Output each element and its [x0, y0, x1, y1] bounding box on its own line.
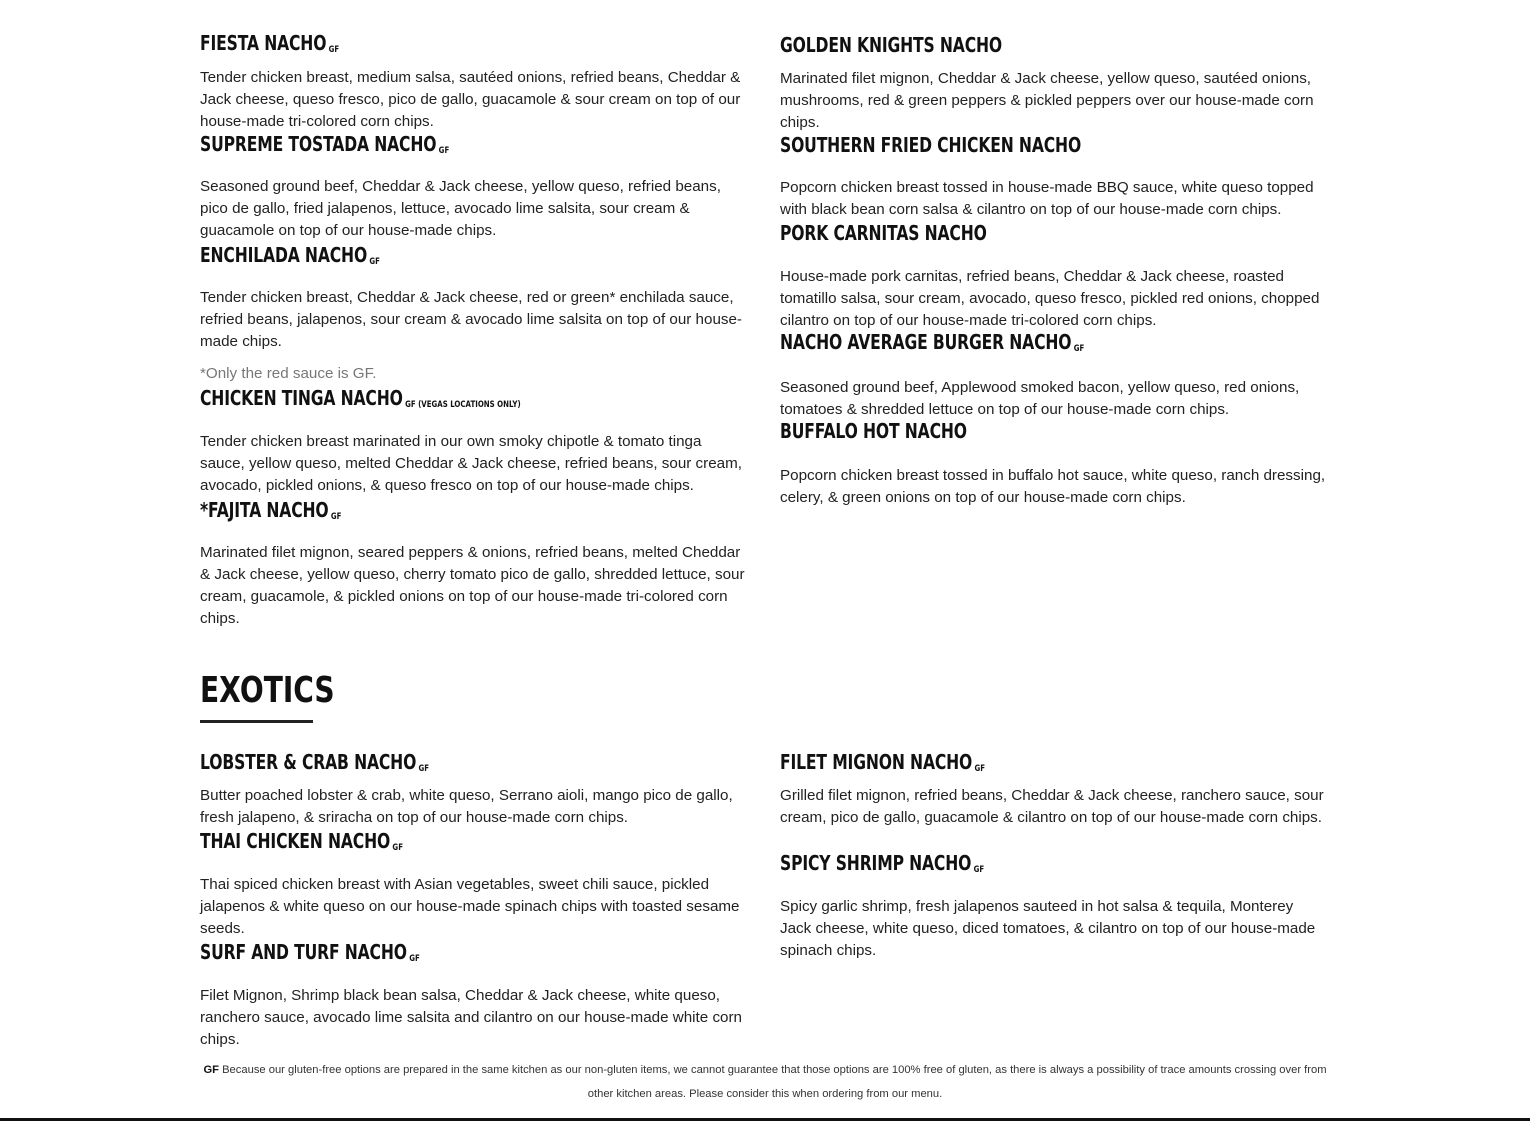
menu-item-thai-chicken-nacho	[200, 828, 748, 940]
item-description: Seasoned ground beef, Cheddar & Jack cheese, yellow queso, refried beans, pico de gallo, fried jalapenos, lettuce, avocado lime salsita, sour cream & guacamole on top of our house-made chips.	[200, 178, 721, 239]
gf-tag: GF	[330, 512, 342, 522]
item-title: FILET MIGNON NACHO GF	[780, 750, 986, 774]
gf-tag: GF	[409, 954, 420, 964]
item-description: Tender chicken breast, Cheddar & Jack cheese, red or green* enchilada sauce, refried beans, jalapenos, sour cream & avocado lime salsita on top of our house-made chips.	[200, 289, 742, 350]
item-title: PORK CARNITAS NACHO	[780, 221, 987, 245]
item-title: CHICKEN TINGA NACHO GF (VEGAS LOCATIONS ONLY)	[200, 386, 521, 410]
gf-label: GF	[203, 1064, 219, 1076]
item-note: *Only the red sauce is GF.	[200, 365, 377, 382]
item-title: LOBSTER & CRAB NACHO GF	[200, 750, 430, 774]
gf-tag: GF	[369, 257, 380, 267]
section-underline	[200, 720, 313, 723]
item-title: SPICY SHRIMP NACHO GF	[780, 851, 985, 875]
item-description: Butter poached lobster & crab, white queso, Serrano aioli, mango pico de gallo, fresh jalapeno, & sriracha on top of our house-made corn chips.	[200, 787, 733, 826]
item-title: ENCHILADA NACHO GF	[200, 243, 380, 267]
disclaimer-text: Because our gluten-free options are prepared in the same kitchen as our non-gluten items, we cannot guarantee that those options are 100% free of gluten, as there is always a possibility of trace amounts crossing over from other kitchen areas. Please consider this when ordering from our menu.	[222, 1064, 1327, 1100]
menu-item-enchilada-nacho	[200, 242, 748, 385]
item-description: Spicy garlic shrimp, fresh jalapenos sauteed in hot salsa & tequila, Monterey Jack cheese, white queso, diced tomatoes, & cilantro on top of our house-made spinach chips.	[780, 898, 1316, 959]
menu-item-buffalo-hot-nacho	[780, 418, 1328, 509]
menu-item-nacho-average-burger-nacho	[780, 329, 1328, 421]
gf-tag: GF	[392, 843, 403, 853]
item-title: NACHO AVERAGE BURGER NACHO GF	[780, 330, 1085, 354]
item-description: Grilled filet mignon, refried beans, Cheddar & Jack cheese, ranchero sauce, sour cream, pico de gallo, guacamole & cilantro on top of our house-made corn chips.	[780, 787, 1324, 826]
menu-item-supreme-tostada-nacho	[200, 131, 748, 242]
item-title: FIESTA NACHO GF	[200, 31, 340, 55]
menu-item-surf-and-turf-nacho	[200, 939, 748, 1051]
item-title: SURF AND TURF NACHO GF	[200, 940, 420, 964]
item-description: Marinated filet mignon, seared peppers & onions, refried beans, melted Cheddar & Jack cheese, yellow queso, cherry tomato pico de gallo, shredded lettuce, sour cream, guacamole, & pickled onions on top of our house-made tri-colored corn chips.	[200, 544, 745, 627]
item-description: Thai spiced chicken breast with Asian vegetables, sweet chili sauce, pickled jalapenos & white queso on our house-made spinach chips with toasted sesame seeds.	[200, 876, 740, 937]
item-title: *FAJITA NACHO GF	[200, 498, 342, 522]
gf-tag: GF	[418, 764, 430, 774]
item-description: Popcorn chicken breast tossed in buffalo hot sauce, white queso, ranch dressing, celery, & green onions on top of our house-made corn chips.	[780, 467, 1326, 506]
item-title: SUPREME TOSTADA NACHO GF	[200, 132, 450, 156]
item-description: Seasoned ground beef, Applewood smoked bacon, yellow queso, red onions, tomatoes & shredded lettuce on top of our house-made corn chips.	[780, 379, 1300, 418]
section-title-exotics: EXOTICS	[200, 670, 335, 711]
item-title: BUFFALO HOT NACHO	[780, 419, 967, 443]
item-description: Tender chicken breast marinated in our own smoky chipotle & tomato tinga sauce, yellow queso, melted Cheddar & Jack cheese, refried beans, sour cream, avocado, pickled onions, & queso fresco on top of our house-made chips.	[200, 433, 742, 494]
item-title: THAI CHICKEN NACHO GF	[200, 829, 403, 853]
menu-item-golden-knights-nacho	[780, 32, 1328, 134]
item-description: House-made pork carnitas, refried beans, Cheddar & Jack cheese, roasted tomatillo salsa, sour cream, avocado, queso fresco, pickled red onions, chopped cilantro on top of our house-made tri-colored corn chips.	[780, 268, 1320, 329]
item-title: SOUTHERN FRIED CHICKEN NACHO	[780, 133, 1082, 157]
gf-tag: GF	[973, 865, 985, 875]
menu-item-fajita-nacho	[200, 497, 748, 630]
item-description: Marinated filet mignon, Cheddar & Jack cheese, yellow queso, sautéed onions, mushrooms, red & green peppers & pickled peppers over our house-made corn chips.	[780, 70, 1314, 131]
gf-tag: GF	[438, 146, 450, 156]
item-description: Popcorn chicken breast tossed in house-made BBQ sauce, white queso topped with black bean corn salsa & cilantro on top of our house-made corn chips.	[780, 179, 1314, 218]
item-description: Tender chicken breast, medium salsa, sautéed onions, refried beans, Cheddar & Jack cheese, queso fresco, pico de gallo, guacamole & sour cream on top of our house-made tri-colored corn chips.	[200, 69, 741, 130]
menu-item-fiesta-nacho	[200, 30, 748, 133]
gf-tag: GF	[974, 764, 986, 774]
gf-tag: GF (VEGAS LOCATIONS ONLY)	[405, 400, 521, 410]
menu-item-filet-mignon-nacho	[780, 749, 1328, 829]
menu-item-spicy-shrimp-nacho	[780, 850, 1328, 962]
menu-item-lobster-crab-nacho	[200, 749, 748, 829]
gf-tag: GF	[1073, 344, 1085, 354]
gluten-disclaimer	[200, 1058, 1330, 1106]
item-description: Filet Mignon, Shrimp black bean salsa, Cheddar & Jack cheese, white queso, ranchero sauce, avocado lime salsita and cilantro on our house-made white corn chips.	[200, 987, 742, 1048]
menu-item-pork-carnitas-nacho	[780, 220, 1328, 332]
menu-item-chicken-tinga-nacho	[200, 385, 748, 497]
item-title: GOLDEN KNIGHTS NACHO	[780, 33, 1002, 57]
gf-tag: GF	[328, 45, 340, 55]
menu-item-southern-fried-chicken-nacho	[780, 132, 1328, 221]
